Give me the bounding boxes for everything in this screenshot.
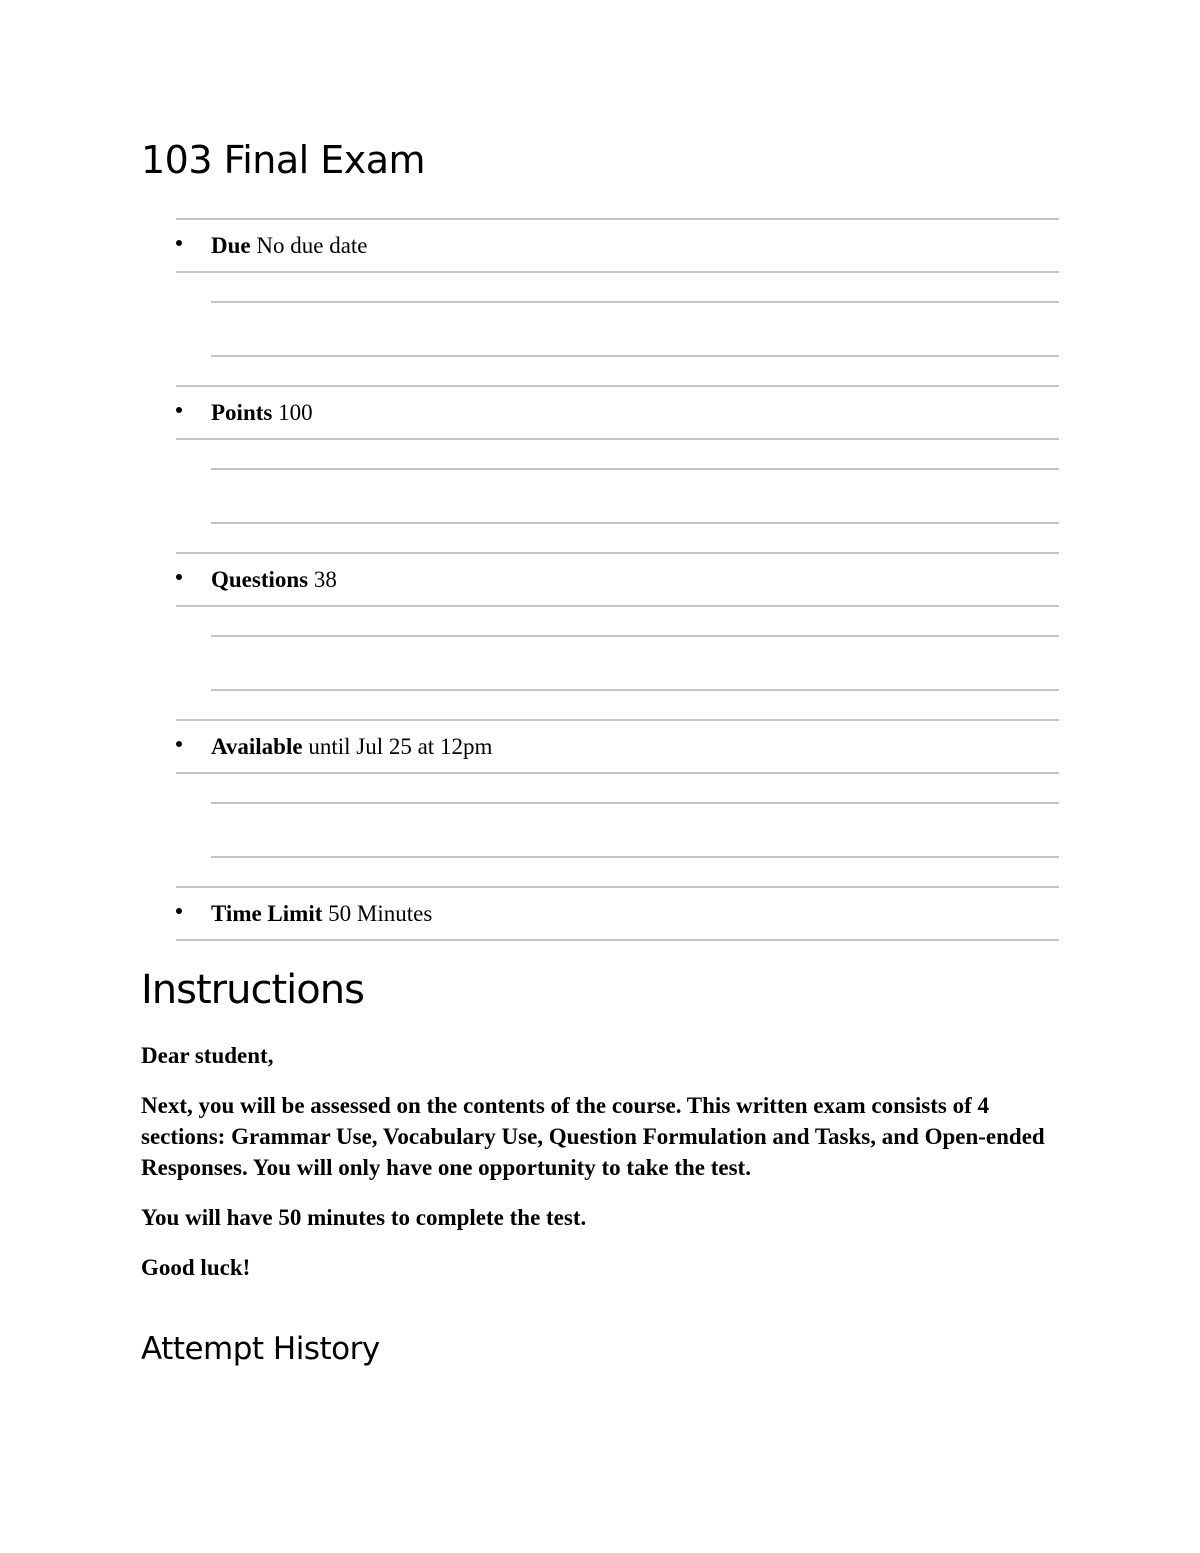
detail-due bbox=[211, 233, 368, 259]
divider bbox=[211, 301, 1059, 303]
divider bbox=[176, 719, 1059, 721]
bullet-icon bbox=[176, 407, 182, 413]
divider bbox=[211, 856, 1059, 858]
detail-item-points bbox=[176, 385, 1059, 552]
divider bbox=[211, 355, 1059, 357]
detail-value: 50 Minutes bbox=[328, 901, 433, 926]
detail-value: 100 bbox=[278, 400, 313, 425]
detail-value: No due date bbox=[256, 233, 368, 258]
detail-item-time-limit bbox=[176, 886, 1059, 942]
divider bbox=[176, 218, 1059, 220]
divider bbox=[176, 939, 1059, 941]
divider bbox=[176, 271, 1059, 273]
detail-label: Time Limit bbox=[211, 901, 323, 926]
detail-available bbox=[211, 734, 492, 760]
detail-questions bbox=[211, 567, 337, 593]
greeting-text: Dear student, bbox=[141, 1043, 274, 1068]
divider bbox=[211, 635, 1059, 637]
instructions-heading: Instructions bbox=[141, 967, 364, 1013]
divider bbox=[211, 802, 1059, 804]
exam-details-list bbox=[176, 218, 1059, 942]
page-title: 103 Final Exam bbox=[141, 138, 426, 182]
detail-value: until Jul 25 at 12pm bbox=[308, 734, 493, 759]
divider bbox=[176, 552, 1059, 554]
detail-label: Points bbox=[211, 400, 273, 425]
detail-label: Due bbox=[211, 233, 251, 258]
bullet-icon bbox=[176, 908, 182, 914]
detail-label: Questions bbox=[211, 567, 309, 592]
divider bbox=[211, 689, 1059, 691]
instructions-body bbox=[141, 1040, 1061, 1302]
bullet-icon bbox=[176, 240, 182, 246]
divider bbox=[211, 468, 1059, 470]
divider bbox=[176, 605, 1059, 607]
detail-item-questions bbox=[176, 552, 1059, 719]
detail-time-limit bbox=[211, 901, 432, 927]
divider bbox=[176, 438, 1059, 440]
bullet-icon bbox=[176, 741, 182, 747]
attempt-history-heading: Attempt History bbox=[141, 1331, 380, 1367]
detail-value: 38 bbox=[313, 567, 337, 592]
detail-points bbox=[211, 400, 313, 426]
divider bbox=[211, 522, 1059, 524]
closing-text: Good luck! bbox=[141, 1255, 251, 1280]
divider bbox=[176, 772, 1059, 774]
detail-item-available bbox=[176, 719, 1059, 886]
bullet-icon bbox=[176, 574, 182, 580]
detail-item-due bbox=[176, 218, 1059, 385]
instructions-paragraph: Next, you will be assessed on the contents of the course. This written exam consists of 4 sections: Grammar Use, Vocabulary Use, Question Formulation and Tasks, and Open-ended Responses. You will only have one opportunity to take the test. bbox=[141, 1093, 1045, 1180]
divider bbox=[176, 886, 1059, 888]
divider bbox=[176, 385, 1059, 387]
time-note-text: You will have 50 minutes to complete the test. bbox=[141, 1205, 587, 1230]
detail-label: Available bbox=[211, 734, 303, 759]
